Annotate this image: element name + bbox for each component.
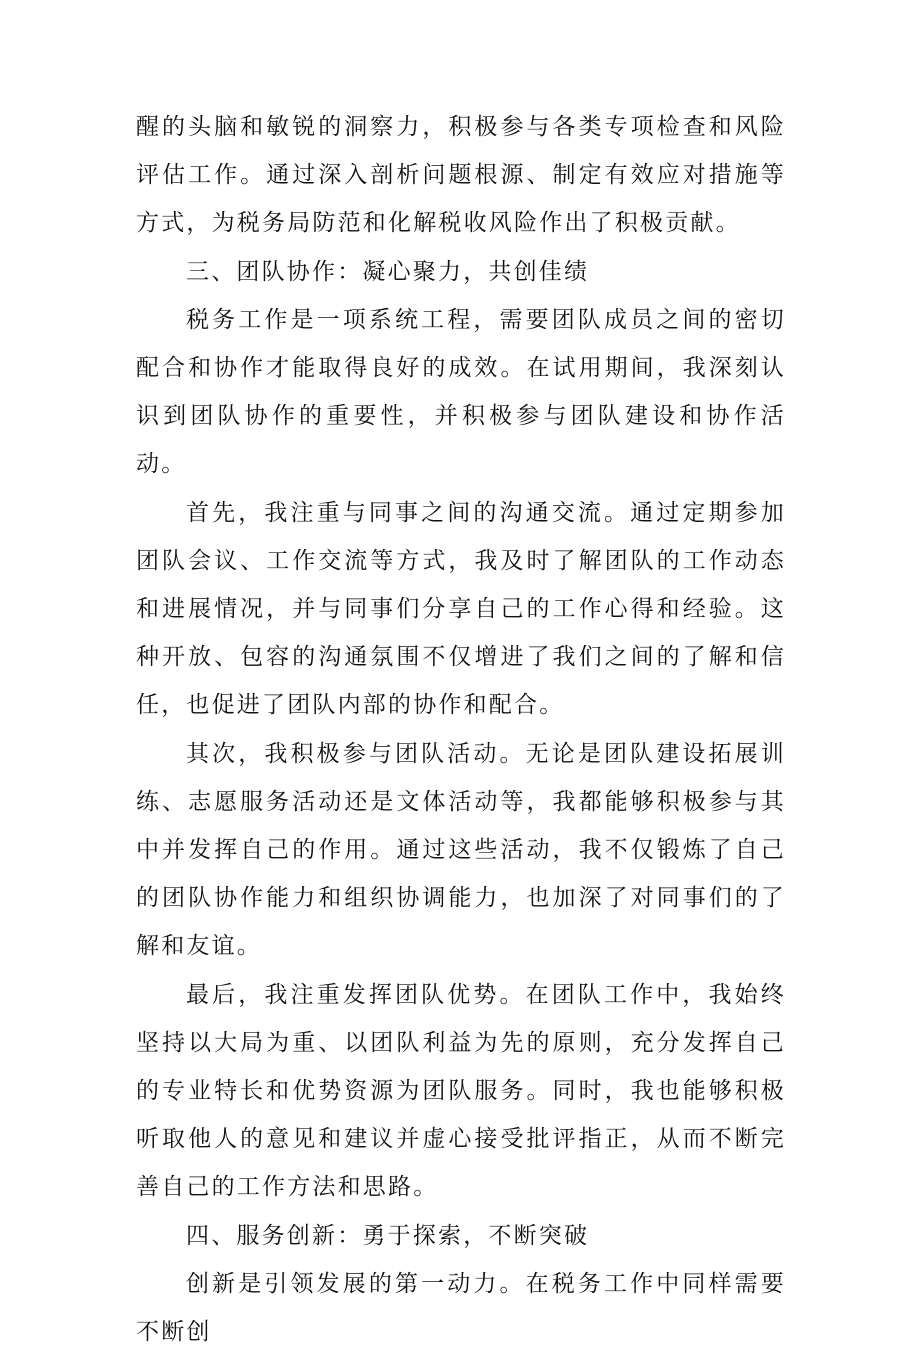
paragraph-innovation-intro: 创新是引领发展的第一动力。在税务工作中同样需要不断创 bbox=[136, 1270, 786, 1346]
paragraph-continuation: 醒的头脑和敏锐的洞察力，积极参与各类专项检查和风险评估工作。通过深入剖析问题根源、制定有效应对措施等方式，为税务局防范和化解税收风险作出了积极贡献。 bbox=[136, 114, 786, 237]
paragraph-communication: 首先，我注重与同事之间的沟通交流。通过定期参加团队会议、工作交流等方式，我及时了解团队的工作动态和进展情况，并与同事们分享自己的工作心得和经验。这种开放、包容的沟通氛围不仅增进了我们之间的了解和信任，也促进了团队内部的协作和配合。 bbox=[136, 499, 786, 719]
section-heading-innovation: 四、服务创新：勇于探索，不断突破 bbox=[186, 1222, 590, 1249]
paragraph-team-activities: 其次，我积极参与团队活动。无论是团队建设拓展训练、志愿服务活动还是文体活动等，我都能够积极参与其中并发挥自己的作用。通过这些活动，我不仅锻炼了自己的团队协作能力和组织协调能力，也加深了对同事们的了解和友谊。 bbox=[136, 740, 786, 960]
document-body bbox=[136, 103, 786, 1356]
section-heading-teamwork: 三、团队协作：凝心聚力，共创佳绩 bbox=[186, 258, 590, 285]
paragraph-teamwork-intro: 税务工作是一项系统工程，需要团队成员之间的密切配合和协作才能取得良好的成效。在试用期间，我深刻认识到团队协作的重要性，并积极参与团队建设和协作活动。 bbox=[136, 306, 786, 478]
paragraph-team-advantage: 最后，我注重发挥团队优势。在团队工作中，我始终坚持以大局为重、以团队利益为先的原则，充分发挥自己的专业特长和优势资源为团队服务。同时，我也能够积极听取他人的意见和建议并虚心接受批评指正，从而不断完善自己的工作方法和思路。 bbox=[136, 981, 786, 1201]
